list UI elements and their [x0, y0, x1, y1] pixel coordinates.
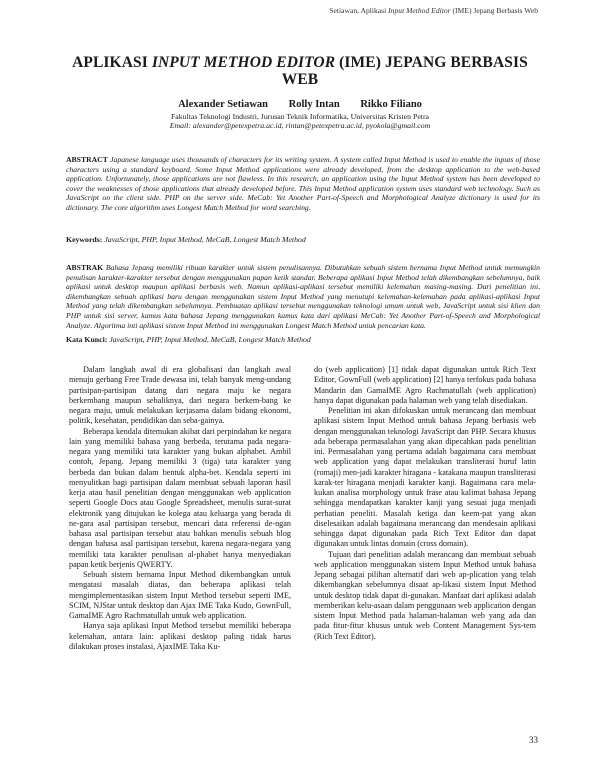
author-name: Rolly Intan [288, 99, 340, 110]
kata-kunci-text: JavaScript, PHP, Input Method, MeCaB, Longest Match Method [109, 335, 311, 344]
paragraph: Beberapa kendala ditemukan akibat dari perpindahan ke negara lain yang memiliki bahasa yang berbeda, terutama pada negara-negara yang memiliki tata karakter yang bukan alphabet. Ambil contoh, Jepang. Jepang memiliki 3 (tiga) tata karakter yang berbeda dan bukan dalam bentuk alpha-bet. Kendala seperti ini menyulitkan bagi partisipan dalam membuat sebuah laporan hasil kerja atau hasil penelitian dengan menggunakan web application seperti Google Docs atau Google Spreadsheet, menulis surat-surat elektronik yang ditujukan ke kolega atau keluarga yang berada di ne-gara asal partisipan tersebut, mencari data referensi de-ngan bahasa asal partisipan tersebut atau bahkan menulis sebuah blog dengan bahasa asal partisipan tersebut, karena negara-negara yang memiliki tata karakter penulisan al-phabet hanya menyediakan papan ketik berjenis QWERTY. [69, 426, 292, 569]
paragraph: Dalam langkah awal di era globalisasi dan langkah awal menuju gerbang Free Trade dewasa ini, telah banyak meng-undang partisipan-partisipan datang dari negara maju ke negara berkembang maupun sebaliknya, dari negara berkem-bang ke negara maju, untuk melakukan kerjasama dalam bidang ekonomi, politik, kesehatan, pendidikan dan seba-gainya. [69, 365, 291, 426]
abstract-indonesian [66, 263, 540, 330]
abstrak-text: Bahasa Jepang memiliki ribuan karakter untuk sistem penulisannya. Dibutuhkan sebuah sistem bernama Input Method untuk memungkin penulisan karakter-karakter tersebut dengan menggunakan papan ketik standar. Beberapa aplikasi Input Method telah dikembangkan sebelumnya, baik aplikasi untuk desktop maupun aplikasi berbasis web. Namun aplikasi-aplikasi tersebut memiliki kelemahan masing-masing. Dari penelitian ini, dikembangkan sebuah aplikasi baru dengan menggunakan sistem Input Method yang menutupi kelemahan-kelemahan pada aplikasi-aplikasi Input Method yang telah dikembangkan sebelumnya. Pembuatan aplikasi tersebut menggunakan teknologi umum untuk web, JavaScript untuk sisi klien dan PHP untuk sisi server, kamus kata bahasa Jepang menggunakan kamus kata dari aplikasi MeCab: Yet Another Part-of-Speech and Morphological Analyze. Algoritma inti aplikasi sistem Input Method ini menggunakan Longest Match Method untuk pencarian kata. [66, 263, 540, 330]
keywords-english [66, 235, 540, 244]
author-emails: Email: alexander@petexpetra.ac.id, rintan@petexpetra.ac.id, pyokola@gmail.com [169, 121, 431, 130]
running-head: Setiawan, Aplikasi Input Method Editor (IME) Jepang Berbasis Web [329, 6, 538, 15]
abstract-text: Japanese language uses thousands of characters for its writing system. A system called Input Method is used to enable the inputs of those characters using a standard keyboard. Some Input Method applications were already developed, from the desktop application to the web-based application. Unfortunately, those applications are not flawless. In this research, an application using the Input Method system has been developed to cover the weaknesses of those applications that already developed before. This Input Method application system uses standard web technology. Such as JavaScript on the client side. PHP on the server side. MeCab: Yet Another Part-of-Speech and Morphological Analyze dictionary is used for its dictionary. The core algorithm uses Longest Match Method for word searching. [66, 155, 540, 212]
paragraph: Hanya saja aplikasi Input Method tersebut memiliki beberapa kelemahan, antara lain: aplikasi desktop paling tidak harus dilakukan proses instalasi, AjaxIME Taka Ku- [69, 621, 291, 651]
keywords-text: JavaScript, PHP, Input Method, MeCaB, Longest Match Method [104, 235, 306, 244]
body-column-right [314, 365, 536, 642]
paragraph: Tujuan dari penelitian adalah merancang dan membuat sebuah web application menggunakan sistem Input Method untuk bahasa Jepang sebagai pilihan alternatif dari web ap-plication yang telah dikembangkan sebelumnya disaat ap-likasi sistem Input Method untuk desktop tidak dapat di-gunakan. Manfaat dari aplikasi adalah memberikan kelu-asaan dalam penggunaan web application dengan sistem Input Method pada halaman-halaman web yang ada dan pada fitur-fitur khusus untuk web Content Management Sys-tem (Rich Text Editor). [314, 549, 536, 641]
keywords-indonesian [66, 335, 540, 344]
paragraph: do (web application) [1] tidak dapat digunakan untuk Rich Text Editor, GownFull (web application) [2] hanya terfokus pada bahasa Mandarin dan GamaIME Agro Rachmatullah (web application) hanya dapat digunakan pada halaman web yang telah disediakan. [314, 365, 536, 405]
affiliation: Fakultas Teknologi Industri, Jurusan Teknik Informatika, Universitas Kristen Petra [170, 112, 430, 121]
keywords-label: Keywords: [66, 235, 103, 244]
author-list [60, 99, 540, 110]
body-column-left [69, 365, 291, 652]
paragraph: Penelitian ini akan difokuskan untuk merancang dan membuat aplikasi sistem Input Method untuk bahasa Jepang berbasis web dengan menggunakan teknologi JavaScript dan PHP. Secara khusus ada beberapa permasalahan yang akan dipecahkan pada penelitian ini. Permasalahan yang pertama adalah bagaimana cara membuat web application yang dapat melakukan transliterasi huruf latin (romaji) men-jadi karakter hiragana - katakana maupun transliterasi karak-ter hiragana menjadi karakter kanji. Bagaimana cara mela-kukan analisa morphology untuk frase atau kalimat bahasa Jepang sehingga mendapatkan karakter kanji yang sesuai juga menjadi perhatian peneliti. Masalah ketiga dan keem-pat yang akan diselesaikan adalah bagaimana merancang dan mendesain aplikasi sehingga dapat digunakan pada Rich Text Editor dan dapat digunakan untuk lintas domain (cross domain). [314, 406, 536, 549]
kata-kunci-label: Kata Kunci: [66, 335, 108, 344]
page-number: 33 [529, 735, 538, 745]
paragraph: Sebuah sistem bernama Input Method dikembangkan untuk mengatasi masalah diatas, dan beberapa aplikasi telah mengimplementasikan sistem Input Method tersebut seperti IME, SCIM, NJStar untuk desktop dan Ajax IME Taka Kudo, GownFull, GamaIME Agro Rachmatullah untuk web application. [69, 570, 291, 620]
author-name: Alexander Setiawan [178, 99, 269, 110]
abstrak-label: ABSTRAK [66, 263, 104, 272]
abstract-label: ABSTRACT [66, 155, 108, 164]
paper-title: APLIKASI INPUT METHOD EDITOR (IME) JEPANG BERBASIS WEB [72, 54, 528, 88]
author-name: Rikko Filiano [360, 99, 422, 110]
abstract-english [66, 155, 540, 213]
